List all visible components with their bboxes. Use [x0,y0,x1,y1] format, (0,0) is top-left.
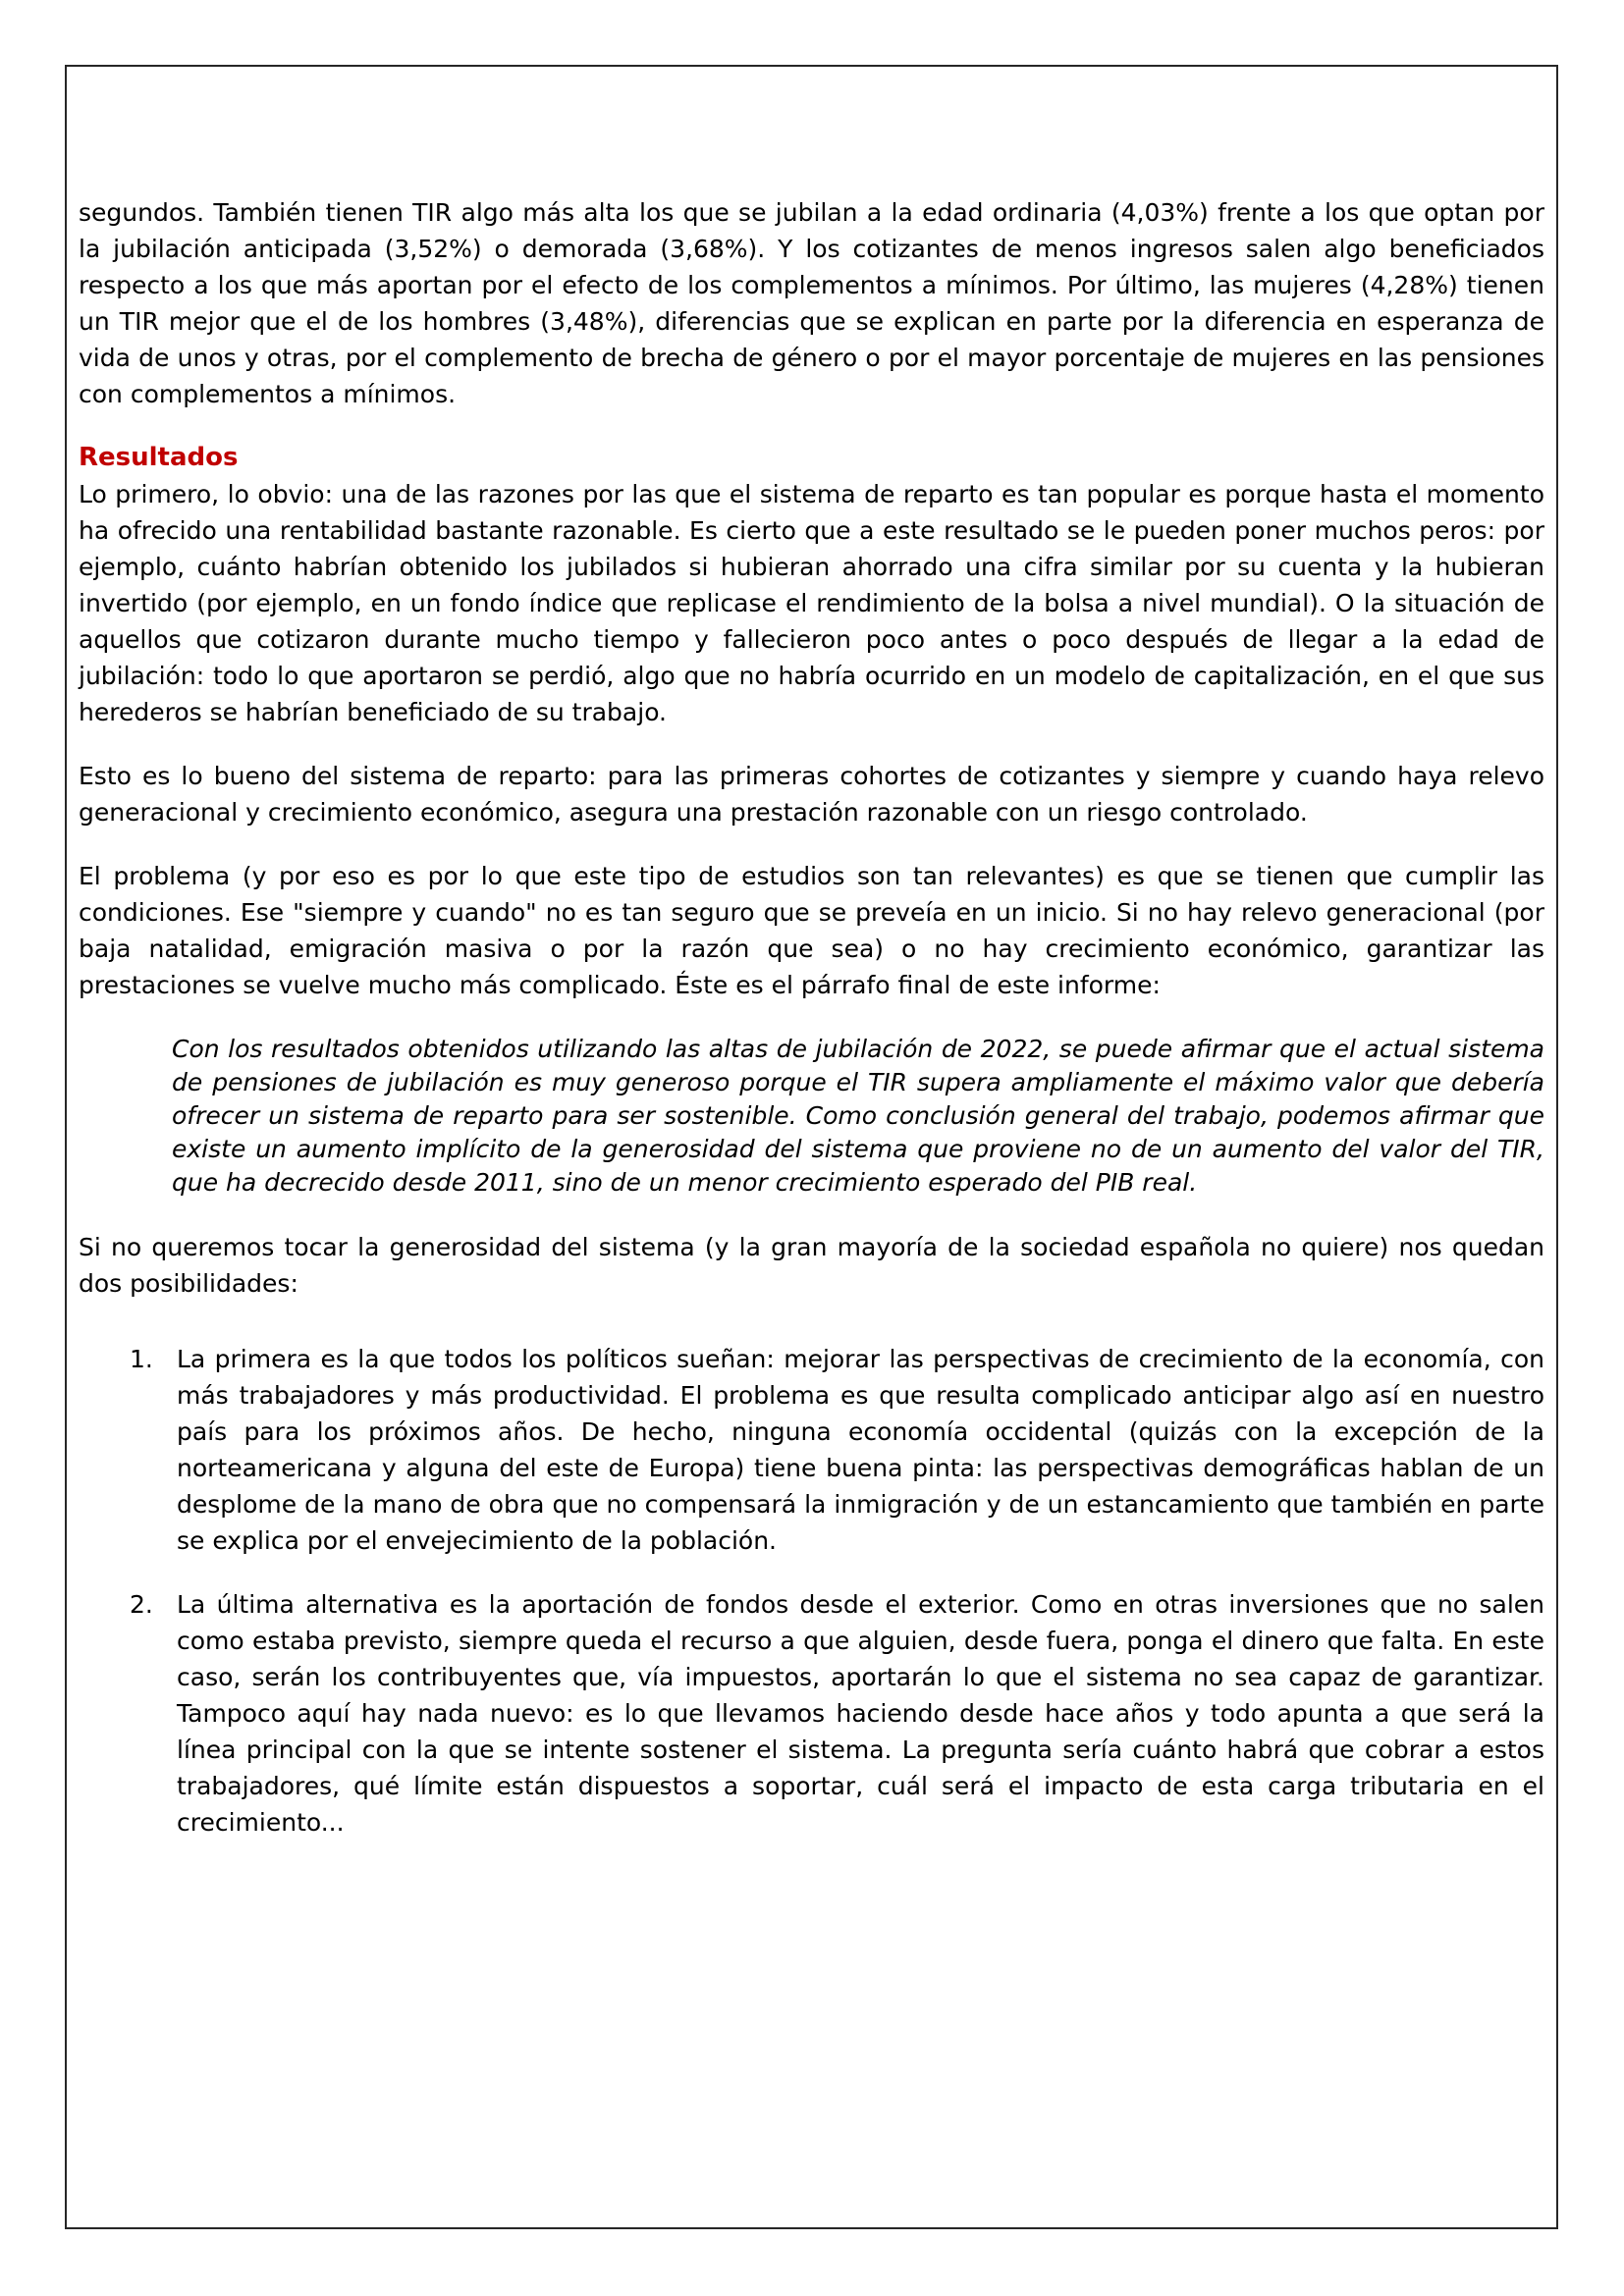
document-page-frame [65,65,1558,2229]
list-item-number: 2. [130,1590,153,1619]
ordered-list [79,1341,1544,1841]
list-item-number: 1. [130,1345,153,1373]
paragraph-intro: segundos. También tienen TIR algo más alta los que se jubilan a la edad ordinaria (4,03%) frente a los que optan por la jubilación anticipada (3,52%) o demorada (3,68%). Y los cotizantes de menos ingresos salen algo beneficiados respecto a los que más aportan por el efecto de los complementos a mínimos. Por último, las mujeres (4,28%) tienen un TIR mejor que el de los hombres (3,48%), diferencias que se explican en parte por la diferencia en esperanza de vida de unos y otras, por el complemento de brecha de género o por el mayor porcentaje de mujeres en las pensiones con complementos a mínimos. [79,198,1544,408]
paragraph-resultados-3: El problema (y por eso es por lo que este tipo de estudios son tan relevantes) es que se tienen que cumplir las condiciones. Ese "siempre y cuando" no es tan seguro que se preveía en un inicio. Si no hay relevo generacional (por baja natalidad, emigración masiva o por la razón que sea) o no hay crecimiento económico, garantizar las prestaciones se vuelve mucho más complicado. Éste es el párrafo final de este informe: [79,862,1544,999]
list-item-text: La última alternativa es la aportación de fondos desde el exterior. Como en otras inversiones que no salen como estaba previsto, siempre queda el recurso a que alguien, desde fuera, ponga el dinero que falta. En este caso, serán los contribuyentes que, vía impuestos, aportarán lo que el sistema no sea capaz de garantizar. Tampoco aquí hay nada nuevo: es lo que llevamos haciendo desde hace años y todo apunta a que será la línea principal con la que se intente sostener el sistema. La pregunta sería cuánto habrá que cobrar a estos trabajadores, qué límite están dispuestos a soportar, cuál será el impacto de esta carga tributaria en el crecimiento... [177,1590,1544,1837]
paragraph-resultados-1: Lo primero, lo obvio: una de las razones por las que el sistema de reparto es tan popular es porque hasta el momento ha ofrecido una rentabilidad bastante razonable. Es cierto que a este resultado se le pueden poner muchos peros: por ejemplo, cuánto habrían obtenido los jubilados si hubieran ahorrado una cifra similar por su cuenta y la hubieran invertido (por ejemplo, en un fondo índice que replicase el rendimiento de la bolsa a nivel mundial). O la situación de aquellos que cotizaron durante mucho tiempo y fallecieron poco antes o poco después de llegar a la edad de jubilación: todo lo que aportaron se perdió, algo que no habría ocurrido en un modelo de capitalización, en el que sus herederos se habrían beneficiado de su trabajo. [79,480,1544,726]
report-quote: Con los resultados obtenidos utilizando las altas de jubilación de 2022, se puede afirmar que el actual sistema de pensiones de jubilación es muy generoso porque el TIR supera ampliamente el máximo valor que debería ofrecer un sistema de reparto para ser sostenible. Como conclusión general del trabajo, podemos afirmar que existe un aumento implícito de la generosidad del sistema que proviene no de un aumento del valor del TIR, que ha decrecido desde 2011, sino de un menor crecimiento esperado del PIB real. [172,1035,1544,1197]
paragraph-resultados-2: Esto es lo bueno del sistema de reparto: para las primeras cohortes de cotizantes y siempre y cuando haya relevo generacional y crecimiento económico, asegura una prestación razonable con un riesgo controlado. [79,762,1544,827]
section-heading-resultados: Resultados [79,443,239,472]
list-item-text: La primera es la que todos los políticos sueñan: mejorar las perspectivas de crecimiento de la economía, con más trabajadores y más productividad. El problema es que resulta complicado anticipar algo así en nuestro país para los próximos años. De hecho, ninguna economía occidental (quizás con la excepción de la norteamericana y alguna del este de Europa) tiene buena pinta: las perspectivas demográficas hablan de un desplome de la mano de obra que no compensará la inmigración y de un estancamiento que también en parte se explica por el envejecimiento de la población. [177,1345,1544,1555]
paragraph-posibilidades: Si no queremos tocar la generosidad del sistema (y la gran mayoría de la sociedad española no quiere) nos quedan dos posibilidades: [79,1233,1544,1298]
list-item [79,1586,1544,1841]
list-item [79,1341,1544,1559]
